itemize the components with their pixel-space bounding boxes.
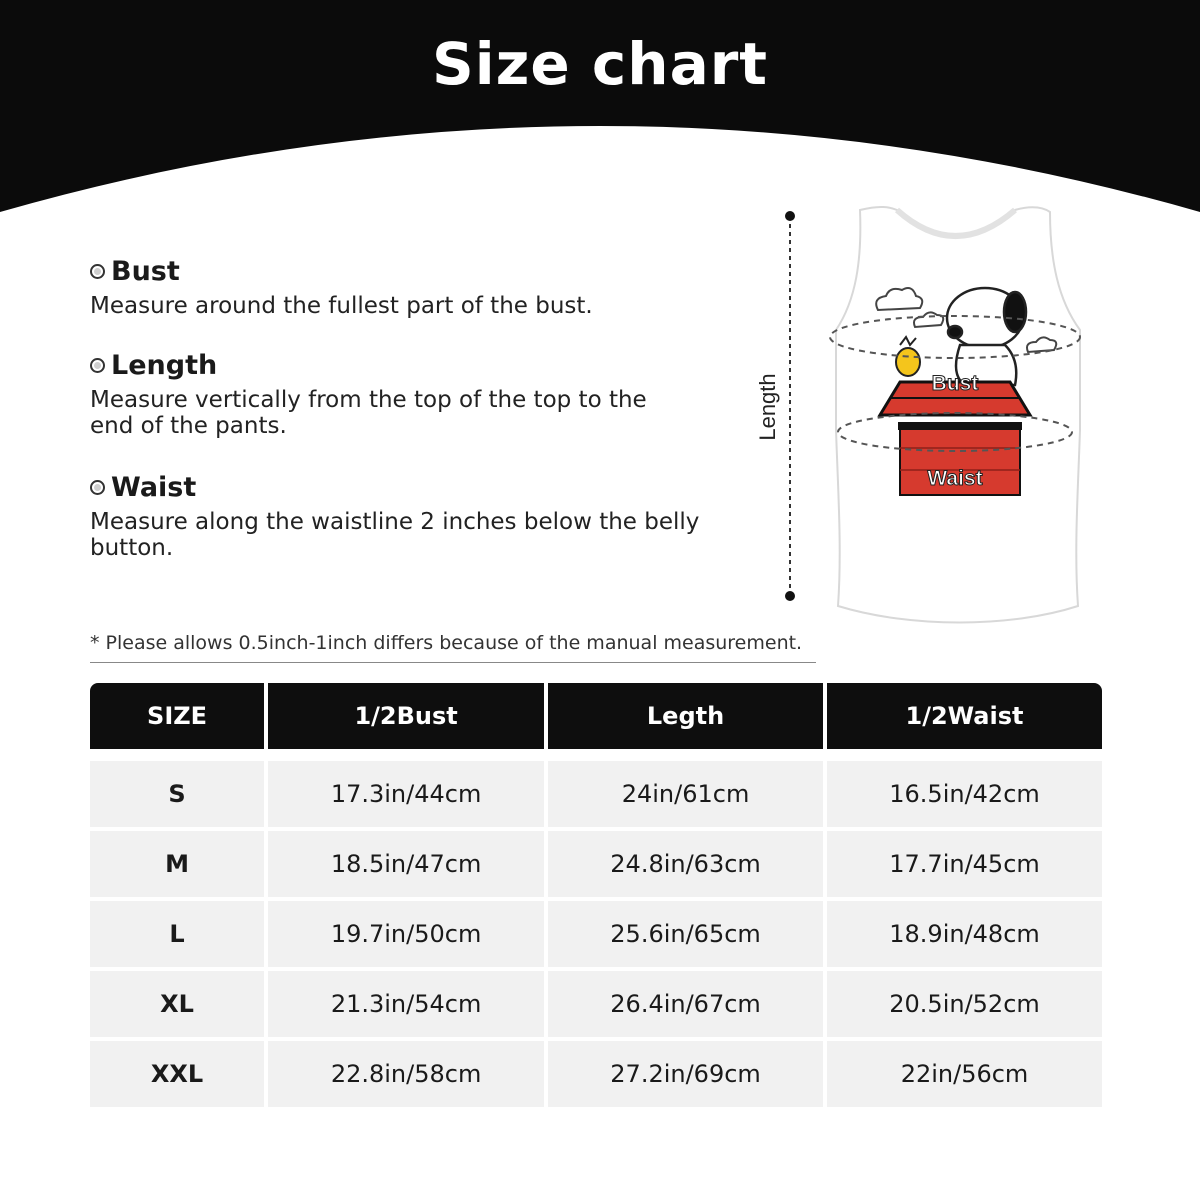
measure-waist-description: Measure along the waistline 2 inches below the belly button.: [90, 509, 700, 561]
header-length: Legth: [548, 683, 823, 749]
header-half-bust: 1/2Bust: [268, 683, 544, 749]
measure-length: [90, 350, 730, 439]
cell-length: 24in/61cm: [548, 761, 823, 831]
table-row: [90, 971, 1102, 1041]
cell-size: L: [90, 901, 264, 971]
cell-half-bust: 19.7in/50cm: [268, 901, 544, 971]
header-half-waist: 1/2Waist: [827, 683, 1102, 749]
measure-waist-label: Waist: [111, 472, 197, 503]
measure-bust-label: Bust: [111, 256, 180, 287]
cell-length: 26.4in/67cm: [548, 971, 823, 1041]
measure-length-description: Measure vertically from the top of the top to the end of the pants.: [90, 387, 647, 439]
measurement-note: * Please allows 0.5inch-1inch differs because of the manual measurement.: [90, 632, 816, 663]
cell-half-bust: 17.3in/44cm: [268, 761, 544, 831]
table-row: [90, 761, 1102, 831]
cell-half-bust: 22.8in/58cm: [268, 1041, 544, 1111]
size-table: [86, 683, 1106, 1111]
cell-length: 25.6in/65cm: [548, 901, 823, 971]
table-header-row: [90, 683, 1102, 749]
cell-half-waist: 16.5in/42cm: [827, 761, 1102, 831]
bullet-icon: [90, 358, 105, 373]
bust-diagram-label: Bust: [931, 372, 979, 395]
cell-half-waist: 20.5in/52cm: [827, 971, 1102, 1041]
snoopy-icon: [947, 288, 1026, 385]
length-end-dot: [785, 591, 795, 601]
table-row: [90, 901, 1102, 971]
length-start-dot: [785, 211, 795, 221]
measure-bust-description: Measure around the fullest part of the bust.: [90, 293, 593, 319]
cell-length: 24.8in/63cm: [548, 831, 823, 901]
length-axis-label: Length: [755, 373, 780, 441]
cell-size: XXL: [90, 1041, 264, 1111]
measure-length-label: Length: [111, 350, 218, 381]
cell-size: M: [90, 831, 264, 901]
table-row: [90, 831, 1102, 901]
table-row: [90, 1041, 1102, 1111]
cell-half-bust: 18.5in/47cm: [268, 831, 544, 901]
cell-size: S: [90, 761, 264, 831]
bullet-icon: [90, 264, 105, 279]
page-title: Size chart: [431, 30, 769, 98]
cell-half-waist: 17.7in/45cm: [827, 831, 1102, 901]
measure-waist: [90, 472, 730, 561]
measure-bust: [90, 256, 730, 319]
cell-size: XL: [90, 971, 264, 1041]
tank-top-illustration: [740, 195, 1120, 635]
cell-length: 27.2in/69cm: [548, 1041, 823, 1111]
waist-diagram-label: Waist: [927, 467, 983, 490]
header-size: SIZE: [90, 683, 264, 749]
cell-half-waist: 22in/56cm: [827, 1041, 1102, 1111]
cell-half-bust: 21.3in/54cm: [268, 971, 544, 1041]
cell-half-waist: 18.9in/48cm: [827, 901, 1102, 971]
bullet-icon: [90, 480, 105, 495]
